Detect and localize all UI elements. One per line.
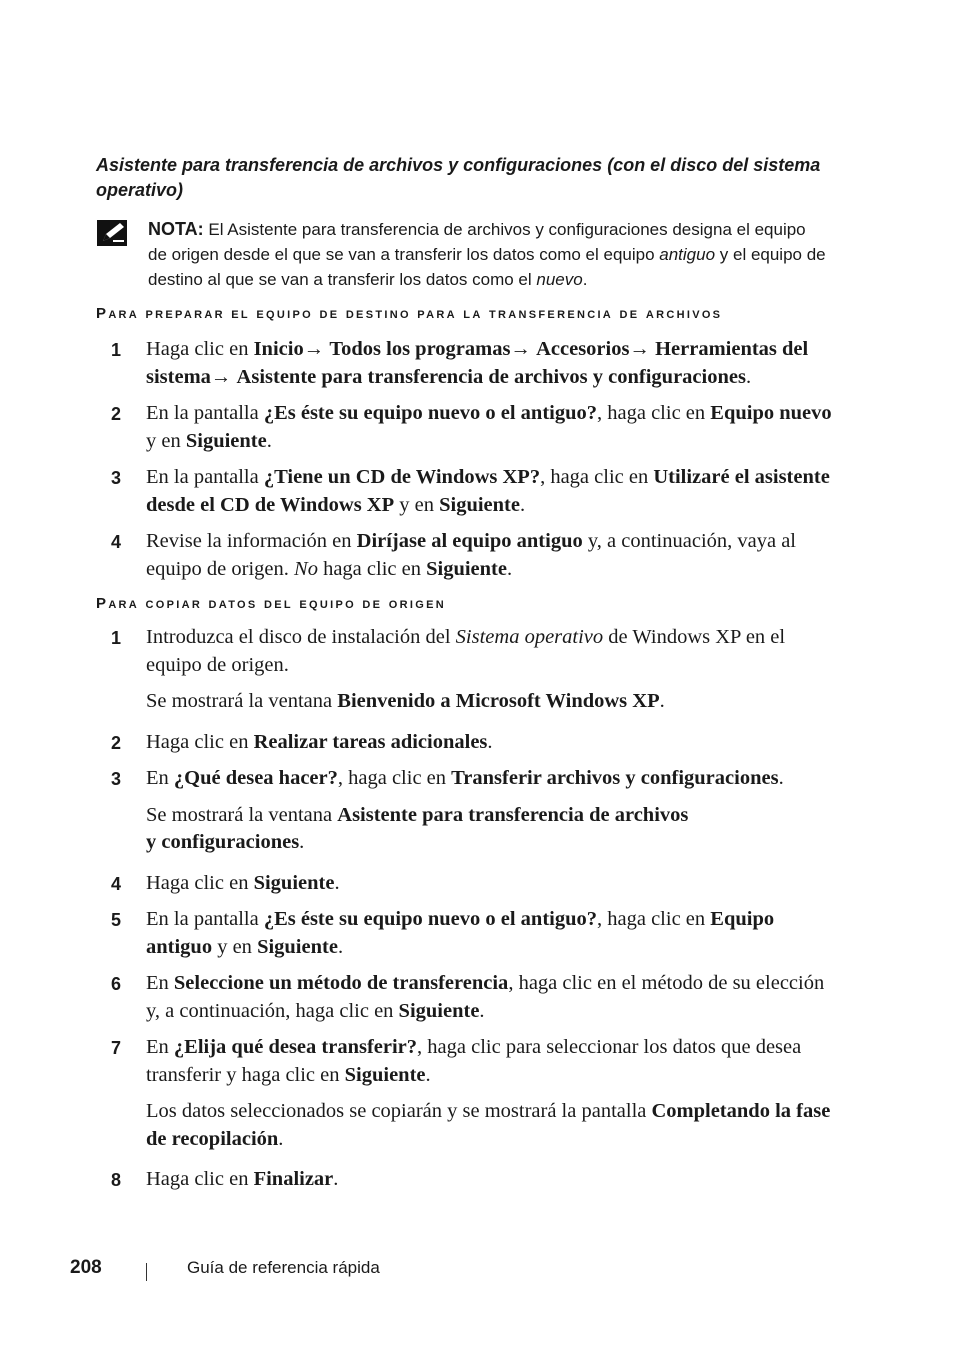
step-text: Se mostrará la ventana: [146, 803, 338, 826]
step-text: En la pantalla: [146, 466, 264, 488]
step-bold: Seleccione un método de transferencia: [173, 972, 509, 994]
step-number: 3: [111, 468, 122, 488]
step-bold: Siguiente: [439, 493, 520, 516]
step-item: [96, 870, 836, 898]
step-bold: Realizar tareas adicionales: [253, 730, 488, 753]
note-text: [148, 217, 828, 292]
step-number: 4: [111, 873, 122, 894]
steps-copy: [96, 624, 836, 1203]
step-text: Haga clic en: [146, 871, 254, 894]
step-number: 2: [111, 404, 122, 424]
page-footer: [70, 1257, 670, 1287]
step-bold: Herramientas del sistema: [146, 338, 809, 388]
step-number: 4: [111, 532, 122, 552]
step-bold: Inicio: [253, 338, 304, 360]
step-bold: Finalizar: [253, 1168, 334, 1190]
section-heading-prepare: Para preparar el equipo de destino para la transferencia de archivos: [96, 305, 723, 322]
note-text-part: y el equipo de destino al que se van a transferir los datos como el: [148, 245, 826, 289]
step-text: , haga clic en: [540, 466, 654, 488]
step-text: .: [479, 999, 485, 1022]
step-bold: Todos los programas: [329, 338, 511, 360]
note-text-part: .: [582, 270, 588, 289]
step-bold: Siguiente: [185, 429, 267, 452]
step-item: [96, 400, 836, 455]
step-text: , haga clic en: [597, 908, 711, 930]
step-bold: Equipo nuevo: [710, 402, 832, 424]
step-text: .: [333, 1168, 339, 1190]
step-text: .: [519, 493, 526, 516]
step-bold: Siguiente: [344, 1063, 426, 1086]
steps-prepare: [96, 336, 836, 592]
step-bold: y configuraciones: [146, 831, 300, 853]
page-number: 208: [70, 1257, 102, 1278]
step-result: [96, 802, 836, 857]
step-item: [96, 906, 836, 961]
step-number: 7: [111, 1038, 122, 1058]
step-text: Los datos seleccionados se copiarán y se mostrará la pantalla: [146, 1100, 652, 1122]
step-text: , haga clic en: [597, 402, 711, 424]
step-text: de Windows XP en el equipo de origen.: [146, 626, 786, 676]
step-bold: Utilizaré el asistente desde el CD de Windows XP: [146, 466, 830, 516]
step-text: →: [510, 338, 537, 360]
step-text: En: [146, 1036, 174, 1058]
step-text: .: [337, 935, 344, 958]
step-text: Haga clic en: [146, 1168, 254, 1190]
step-number: 2: [111, 732, 122, 753]
step-text: Haga clic en: [146, 338, 254, 360]
step-text: Introduzca el disco de instalación del: [146, 626, 456, 648]
step-text: En: [146, 767, 174, 789]
step-bold: ¿Es éste su equipo nuevo o el antiguo?: [263, 908, 598, 930]
step-bold: Equipo antiguo: [146, 908, 775, 958]
step-text: y en: [394, 493, 440, 516]
step-bold: Transferir archivos y configuraciones: [451, 767, 779, 789]
step-text: →: [303, 338, 330, 360]
step-number: 5: [111, 910, 122, 930]
step-text: Haga clic en: [146, 730, 254, 753]
step-text: .: [266, 429, 272, 452]
step-number: 6: [111, 974, 122, 994]
step-item: [96, 1166, 836, 1194]
step-bold: ¿Elija qué desea transferir?: [173, 1036, 418, 1058]
step-number: 1: [111, 340, 122, 360]
pencil-note-icon: [96, 219, 132, 249]
step-text: En la pantalla: [146, 908, 264, 930]
step-number: 3: [111, 769, 122, 789]
step-text: Revise la información en: [146, 530, 357, 552]
step-item: [96, 528, 836, 583]
step-text: →: [210, 365, 237, 388]
note-block: [96, 217, 836, 292]
step-bold: Accesorios: [536, 338, 630, 360]
step-text: .: [659, 690, 665, 712]
footer-divider: [146, 1263, 147, 1281]
step-bold: ¿Tiene un CD de Windows XP?: [263, 466, 541, 488]
step-bold: ¿Es éste su equipo nuevo o el antiguo?: [263, 402, 598, 424]
section-heading-copy: Para copiar datos del equipo de origen: [96, 595, 446, 612]
step-text: En: [146, 972, 174, 994]
step-result: [96, 688, 836, 716]
step-bold: Siguiente: [398, 999, 480, 1022]
step-bold: Siguiente: [257, 935, 338, 958]
step-text: , haga clic en: [337, 767, 452, 789]
step-text: Se mostrará la ventana: [146, 690, 338, 712]
note-italic: antiguo: [659, 245, 716, 264]
step-bold: Bienvenido a Microsoft Windows XP: [337, 690, 660, 712]
step-item: [96, 336, 836, 391]
step-item: [96, 624, 836, 679]
step-number: 1: [111, 628, 122, 648]
step-bold: Asistente para transferencia de archivos: [337, 803, 689, 826]
note-italic: nuevo: [536, 270, 583, 289]
step-item: [96, 729, 836, 757]
step-text: y en: [212, 935, 258, 958]
step-text: .: [506, 557, 513, 580]
step-text: →: [629, 338, 656, 360]
step-text: En la pantalla: [146, 402, 264, 424]
step-italic: Sistema operativo: [455, 626, 604, 648]
step-item: [96, 765, 836, 793]
step-text: .: [778, 767, 784, 789]
step-bold: Siguiente: [426, 557, 507, 580]
step-item: [96, 1034, 836, 1089]
step-item: [96, 464, 836, 519]
step-text: , haga clic en el método de su elección y, a continuación, haga clic en: [146, 972, 825, 1022]
step-italic: No: [294, 557, 318, 580]
step-text: .: [299, 831, 305, 853]
step-number: 8: [111, 1170, 122, 1190]
step-bold: Siguiente: [253, 871, 335, 894]
step-bold: ¿Qué desea hacer?: [173, 767, 338, 789]
page-title: Asistente para transferencia de archivos y configuraciones (con el disco del sistema operativo): [96, 155, 821, 200]
step-text: haga clic en: [317, 557, 427, 580]
step-text: .: [334, 871, 340, 894]
note-label: NOTA:: [148, 219, 204, 239]
step-text: .: [745, 365, 752, 388]
note-text-part: El Asistente para transferencia de archivos y configuraciones designa el equipo de origen desde el que se van a transferir los datos como el equipo: [148, 220, 806, 264]
step-bold: Completando la fase de recopilación: [146, 1100, 831, 1150]
step-bold: Diríjase al equipo antiguo: [356, 530, 583, 552]
step-text: y, a continuación, vaya al equipo de origen.: [146, 530, 797, 580]
step-text: , haga clic para seleccionar los datos que desea transferir y haga clic en: [146, 1036, 802, 1086]
step-text: .: [278, 1127, 284, 1150]
footer-title: Guía de referencia rápida: [187, 1258, 380, 1277]
step-result: [96, 1098, 836, 1153]
step-item: [96, 970, 836, 1025]
step-text: y en: [146, 429, 186, 452]
step-text: .: [425, 1063, 431, 1086]
step-text: .: [487, 730, 493, 753]
step-bold: Asistente para transferencia de archivos y configuraciones: [236, 365, 746, 388]
